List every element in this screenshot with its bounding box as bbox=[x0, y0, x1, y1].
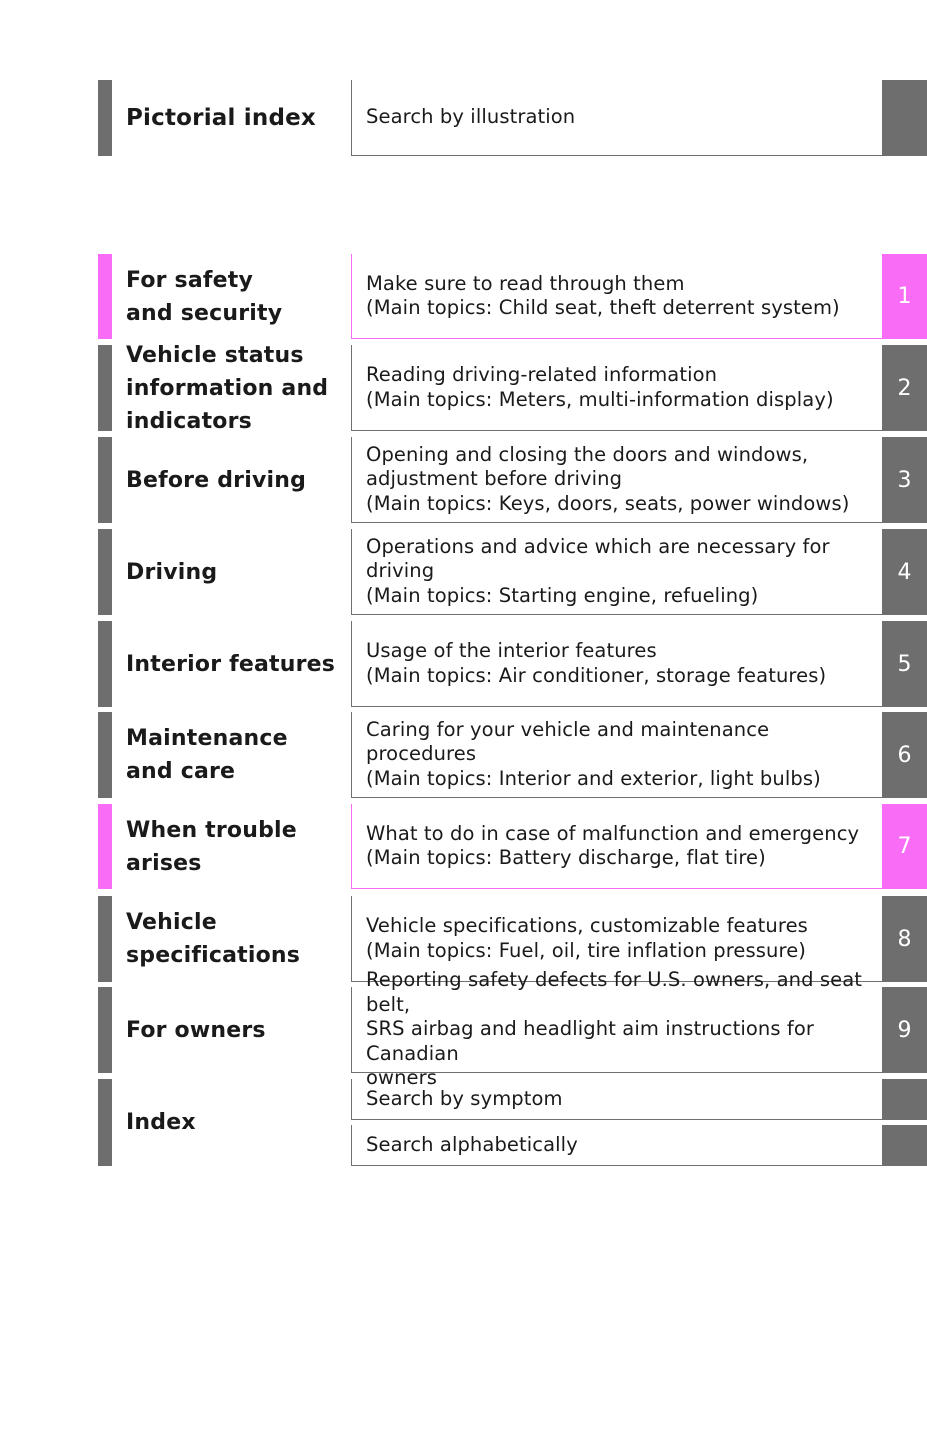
section-marker bbox=[98, 345, 112, 431]
section-description: Reporting safety defects for U.S. owners, and seat belt, SRS airbag and headlight aim instructions for Canadian owners bbox=[366, 968, 863, 1090]
section-description-box[interactable] bbox=[351, 804, 882, 889]
section-marker bbox=[98, 621, 112, 707]
section-marker bbox=[98, 712, 112, 798]
index-entry-symptom[interactable] bbox=[0, 1079, 927, 1120]
section-marker bbox=[98, 529, 112, 615]
section-tab-9[interactable]: 9 bbox=[882, 987, 927, 1073]
section-title: For safety and security bbox=[126, 267, 283, 326]
section-tab-4[interactable]: 4 bbox=[882, 529, 927, 615]
section-tab-6[interactable]: 6 bbox=[882, 712, 927, 798]
section-row-6[interactable] bbox=[0, 712, 927, 798]
section-title: When trouble arises bbox=[126, 817, 297, 876]
pictorial-index-title: Pictorial index bbox=[126, 104, 316, 131]
section-tab-8[interactable]: 8 bbox=[882, 896, 927, 982]
section-tab-1[interactable]: 1 bbox=[882, 254, 927, 339]
section-title: Before driving bbox=[126, 467, 307, 493]
pictorial-index-box[interactable] bbox=[351, 80, 882, 156]
index-entry-box[interactable] bbox=[351, 1079, 882, 1120]
index-entry-alphabetical[interactable] bbox=[0, 1125, 927, 1166]
section-row-5[interactable] bbox=[0, 621, 927, 707]
section-row-9[interactable] bbox=[0, 968, 927, 1090]
section-title: For owners bbox=[126, 1017, 266, 1043]
section-row-1[interactable] bbox=[0, 254, 927, 339]
section-marker bbox=[98, 896, 112, 982]
section-title: Vehicle specifications bbox=[126, 910, 301, 968]
section-row-3[interactable] bbox=[0, 437, 927, 523]
section-title: Maintenance and care bbox=[126, 726, 288, 784]
section-marker bbox=[98, 437, 112, 523]
section-description: Operations and advice which are necessary for driving (Main topics: Starting engine, refueling) bbox=[366, 534, 830, 607]
section-description: Vehicle specifications, customizable features (Main topics: Fuel, oil, tire inflation pressure) bbox=[366, 914, 808, 962]
section-tab-2[interactable]: 2 bbox=[882, 345, 927, 431]
section-marker bbox=[98, 987, 112, 1073]
section-row-4[interactable] bbox=[0, 529, 927, 615]
section-marker bbox=[98, 804, 112, 889]
section-tab-3[interactable]: 3 bbox=[882, 437, 927, 523]
index-entry-label: Search by symptom bbox=[366, 1086, 563, 1110]
section-description: Opening and closing the doors and windows, adjustment before driving (Main topics: Keys, doors, seats, power windows) bbox=[366, 442, 850, 515]
section-description: Usage of the interior features (Main topics: Air conditioner, storage features) bbox=[366, 639, 827, 687]
section-row-7[interactable] bbox=[0, 804, 927, 889]
section-description: What to do in case of malfunction and emergency (Main topics: Battery discharge, flat tire) bbox=[366, 821, 860, 869]
index-entry-label: Search alphabetically bbox=[366, 1132, 578, 1156]
section-description-box[interactable] bbox=[351, 621, 882, 707]
section-title: Interior features bbox=[126, 651, 336, 677]
section-row-2[interactable] bbox=[0, 342, 927, 434]
index-entry-tab[interactable] bbox=[882, 1079, 927, 1120]
pictorial-index-tab[interactable] bbox=[882, 80, 927, 156]
section-description: Make sure to read through them (Main topics: Child seat, theft deterrent system) bbox=[366, 271, 840, 319]
pictorial-index-description: Search by illustration bbox=[366, 105, 576, 129]
section-description-box[interactable] bbox=[351, 345, 882, 431]
section-description-box[interactable] bbox=[351, 254, 882, 339]
section-description-box[interactable] bbox=[351, 712, 882, 798]
section-description-box[interactable] bbox=[351, 968, 882, 1090]
section-description-box[interactable] bbox=[351, 437, 882, 523]
pictorial-index-row[interactable] bbox=[0, 80, 927, 156]
section-description: Caring for your vehicle and maintenance procedures (Main topics: Interior and exterior, light bulbs) bbox=[366, 717, 821, 790]
section-tab-7[interactable]: 7 bbox=[882, 804, 927, 889]
index-entry-tab[interactable] bbox=[882, 1125, 927, 1166]
section-title: Driving bbox=[126, 559, 218, 585]
section-description: Reading driving-related information (Main topics: Meters, multi-information display) bbox=[366, 363, 834, 411]
index-entry-box[interactable] bbox=[351, 1125, 882, 1166]
section-marker bbox=[98, 80, 112, 156]
index-title: Index bbox=[126, 1110, 196, 1135]
section-marker bbox=[98, 254, 112, 339]
section-title: Vehicle status information and indicators bbox=[126, 342, 329, 434]
section-description-box[interactable] bbox=[351, 529, 882, 615]
section-tab-5[interactable]: 5 bbox=[882, 621, 927, 707]
